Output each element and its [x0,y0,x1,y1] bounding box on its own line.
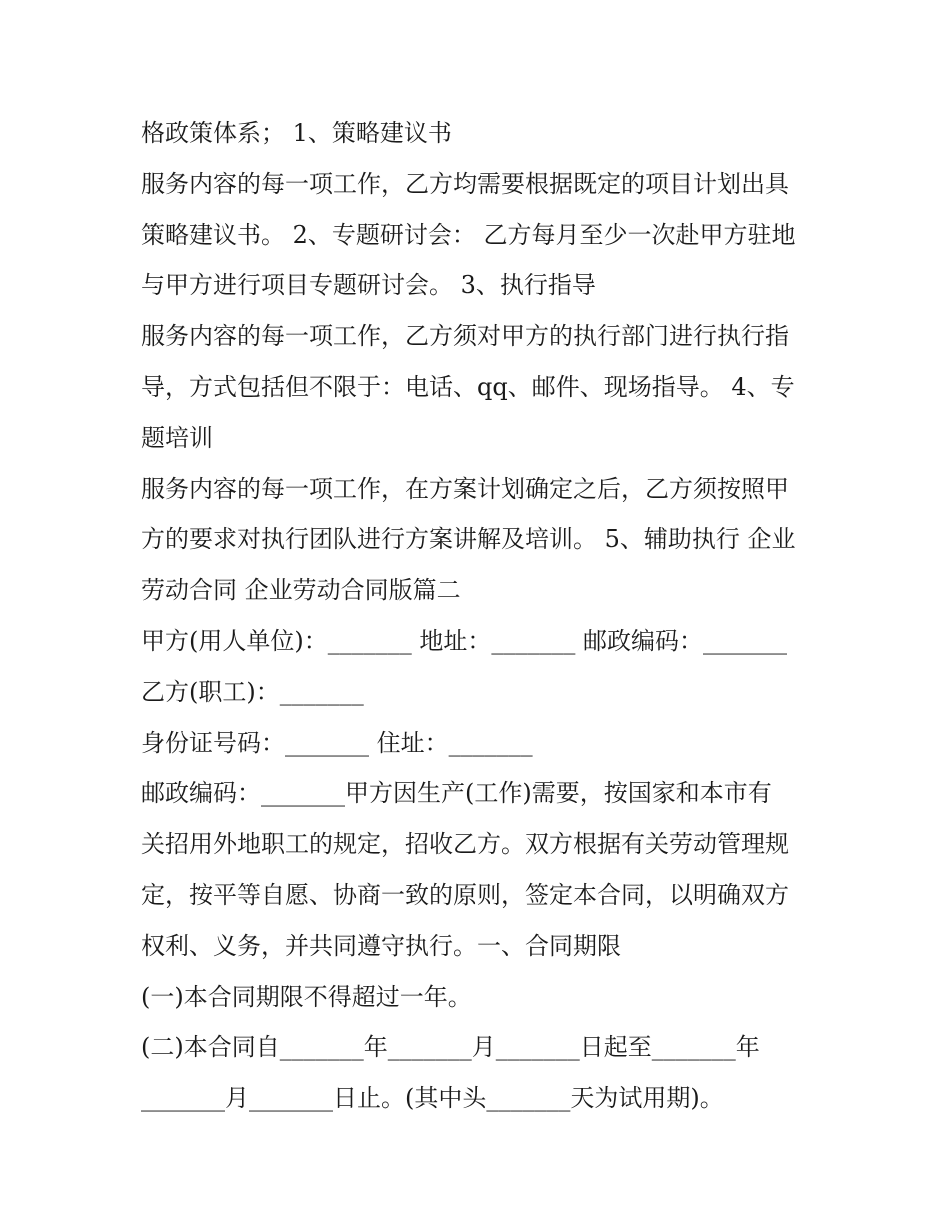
text-line-8: 服务内容的每一项工作，在方案计划确定之后，乙方须按照甲 [141,474,789,503]
text-line-2: 服务内容的每一项工作，乙方均需要根据既定的项目计划出具 [141,169,789,198]
text-line-18: (一)本合同期限不得超过一年。 [141,982,472,1011]
text-line-7: 题培训 [141,423,213,452]
text-line-11: 甲方(用人单位)：_______ 地址：_______ 邮政编码：_______ [141,626,787,655]
text-line-6: 导，方式包括但不限于：电话、qq、邮件、现场指导。 4、专 [141,372,795,401]
text-line-14: 邮政编码：_______甲方因生产(工作)需要，按国家和本市有 [141,779,772,808]
text-line-15: 关招用外地职工的规定，招收乙方。双方根据有关劳动管理规 [141,830,789,859]
text-line-13: 身份证号码：_______ 住址：_______ [141,728,533,757]
text-line-17: 权利、义务，并共同遵守执行。一、合同期限 [141,931,621,960]
text-line-3: 策略建议书。 2、专题研讨会： 乙方每月至少一次赴甲方驻地 [141,220,796,249]
text-line-5: 服务内容的每一项工作，乙方须对甲方的执行部门进行执行指 [141,322,789,351]
text-line-4: 与甲方进行项目专题研讨会。 3、执行指导 [141,271,596,300]
text-line-19: (二)本合同自_______年_______月_______日起至_______年 [141,1033,760,1062]
text-line-20: _______月_______日止。(其中头_______天为试用期)。 [141,1084,724,1113]
document-body [141,108,831,1124]
text-line-10: 劳动合同 企业劳动合同版篇二 [141,576,461,605]
text-line-16: 定，按平等自愿、协商一致的原则，签定本合同，以明确双方 [141,880,789,909]
text-line-9: 方的要求对执行团队进行方案讲解及培训。 5、辅助执行 企业 [141,525,796,554]
text-line-1: 格政策体系； 1、策略建议书 [141,119,452,147]
text-line-12: 乙方(职工)：_______ [141,677,364,706]
